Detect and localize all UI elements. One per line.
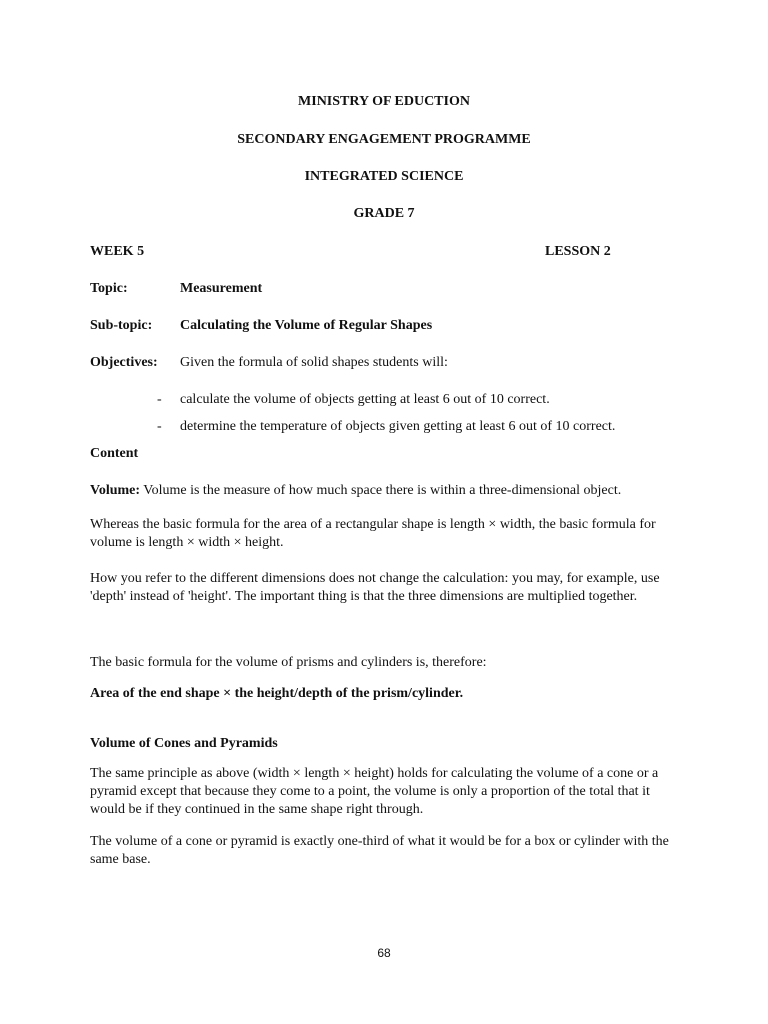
week-label: WEEK 5 — [90, 244, 145, 259]
objectives-intro: Given the formula of solid shapes students will: — [180, 355, 448, 370]
programme-heading: SECONDARY ENGAGEMENT PROGRAMME — [237, 132, 531, 147]
objective-bullet: - — [157, 419, 162, 434]
objective-item: determine the temperature of objects given getting at least 6 out of 10 correct. — [180, 419, 616, 434]
subtopic-value: Calculating the Volume of Regular Shapes — [180, 318, 433, 333]
lesson-label: LESSON 2 — [545, 244, 611, 259]
volume-term: Volume: — [90, 483, 141, 498]
paragraph-dimensions: How you refer to the different dimensions does not change the calculation: you may, for example, use 'depth' instead of 'height'. The important thing is that the three dimensions are multiplied together. — [90, 571, 660, 604]
paragraph-one-third: The volume of a cone or pyramid is exactly one-third of what it would be for a box or cylinder with the same base. — [90, 834, 669, 867]
objective-bullet: - — [157, 392, 162, 407]
ministry-heading: MINISTRY OF EDUCTION — [298, 94, 470, 109]
paragraph-area-formula: Whereas the basic formula for the area of a rectangular shape is length × width, the basic formula for volume is length × width × height. — [90, 517, 656, 550]
paragraph-prism-intro: The basic formula for the volume of prisms and cylinders is, therefore: — [90, 655, 487, 670]
objectives-label: Objectives: — [90, 355, 158, 370]
formula-statement: Area of the end shape × the height/depth of the prism/cylinder. — [90, 686, 464, 701]
volume-definition — [90, 482, 621, 500]
page-number: 68 — [377, 946, 391, 960]
content-heading: Content — [90, 446, 139, 461]
paragraph-cones: The same principle as above (width × length × height) holds for calculating the volume of a cone or a pyramid except that because they come to a point, the volume is only a proportion of the total that it would be if they continued in the same shape right through. — [90, 766, 659, 817]
topic-value: Measurement — [180, 281, 263, 296]
objective-item: calculate the volume of objects getting at least 6 out of 10 correct. — [180, 392, 550, 407]
topic-label: Topic: — [90, 281, 128, 296]
subject-heading: INTEGRATED SCIENCE — [304, 169, 464, 184]
grade-heading: GRADE 7 — [353, 206, 415, 221]
cones-heading: Volume of Cones and Pyramids — [90, 736, 278, 751]
volume-definition-text: Volume is the measure of how much space there is within a three-dimensional object. — [140, 483, 622, 498]
subtopic-label: Sub-topic: — [90, 318, 153, 333]
